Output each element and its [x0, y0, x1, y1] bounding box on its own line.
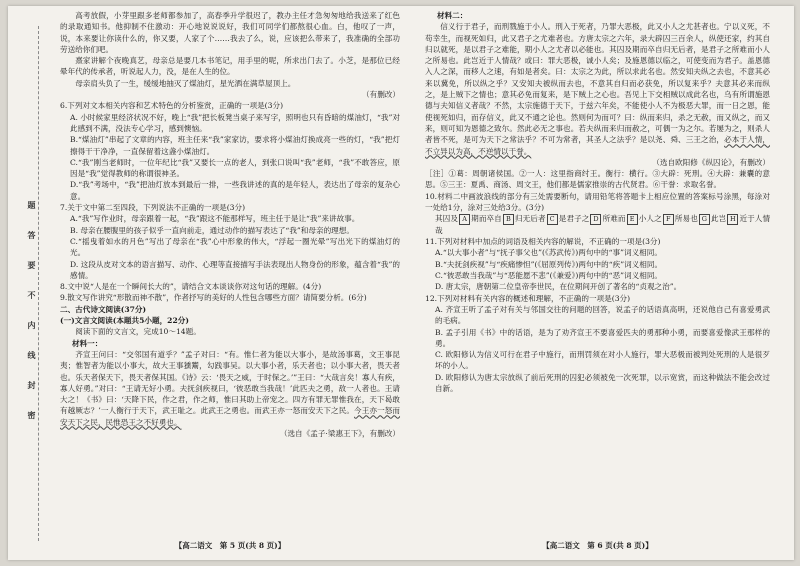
- text-segment: 所难而: [602, 214, 626, 224]
- question-6-option-b[interactable]: B.“煤油灯”串起了文章的内容，班主任来“我”家家访，要求将小煤油灯换成亮一些的灯，“我”把灯擦得干干净净，一直保留着这盏小煤油灯。: [70, 135, 400, 156]
- question-7-option-c[interactable]: C.“摇曳着如水的月色”写出了母亲在“我”心中形象的伟大，“浮起一圈光晕”写出光下的煤油灯的光。: [70, 236, 400, 258]
- text-segment: 期而卒自: [471, 214, 502, 224]
- seal-char: 要: [27, 261, 37, 269]
- question-6-option-c[interactable]: C.“我”刚当老师时，一位年纪比“我”又要长一点的老人，到张口说叫“我”老师，“我”不敢答应，原因是“我”觉得教师的称谓很神圣。: [70, 157, 400, 179]
- seal-char: 答: [27, 231, 37, 239]
- seal-char: 题: [27, 201, 37, 209]
- break-option-h[interactable]: H: [727, 214, 738, 225]
- text-segment: 归无后者: [514, 214, 546, 224]
- text-segment: 其囚及: [435, 214, 459, 224]
- break-option-g[interactable]: G: [699, 214, 710, 225]
- question-12-stem: 12.下列对材料有关内容的概述和理解，不正确的一项是(3分): [425, 293, 631, 303]
- question-7-option-d[interactable]: D. 这段从皮对文本的语言描写、动作、心理等直接描写手法表现出人物身份的形象，蕴含着“我”的感情。: [70, 259, 400, 280]
- break-option-f[interactable]: F: [663, 214, 674, 225]
- passage-paragraph: 母亲肩头负了一生，缓缓地抽灭了煤油灯，星光洒在满草屋顶上。: [75, 78, 296, 88]
- break-option-b[interactable]: B: [503, 214, 514, 225]
- question-8: 8.文中说“人是在一个瞬间长大的”，请结合文本谈谈你对这句话的理解。(4分): [60, 282, 322, 292]
- passage-source: （有删改）: [362, 90, 400, 100]
- break-option-d[interactable]: D: [590, 214, 601, 225]
- text-segment: 近于人情哉: [435, 214, 771, 235]
- text-segment: 小人之: [638, 214, 662, 224]
- material-2-underlined: 必本于人情，不立异以为高，不逆情以干誉。: [425, 135, 770, 156]
- page-5: [60, 10, 400, 439]
- question-6-option-d[interactable]: D.“我”考场中，“我”把油灯放本到最后一排，一些我讲述的真的是年轻人，表达出了母亲的复杂心意。: [70, 180, 400, 201]
- material-2-body: 信义行于君子，而刑戮施于小人。刑入于死者，乃罪大恶极，此又小人之尤甚者也。宁以义死，不苟幸生，而视死如归，此又君子之尤难者也。方唐太宗之六年，录大辟囚三百余人，纵使还家，约其自归以就死，是以君子之难能，期小人之尤者以必能也。其囚及期而卒自归无后者，是君子之所难而小人之所易也。此岂近于人情哉？或曰：罪大恶极，诚小人矣；及施恩德以临之，可使变而为君子。盖恩德入人之深，而移人之速，有如是者矣。曰：太宗之为此，所以求此名也。然安知夫纵之去也，不意其必来以冀免，所以纵之乎？又安知夫被纵而去也，不意其自归而必获免，所以复来乎？夫意其必来而纵之，是上贼下之情也；意其必免而复来，是下贼上之心也。吾见上下交相贼以成此名也，乌有所谓施恩德与夫知信义者哉？不然，太宗施德于天下，于兹六年矣，不能使小人不为极恶大罪，而一日之恩，能使视死如归，而存信义，此又不通之论也。然则何为而可？曰：纵而来归，杀之无赦，而又纵之，而又来，则可知为恩德之致尔。然此必无之事也。若夫纵而来归而赦之，可偶一为之尔。若屡为之，则杀人者皆不死，是可为天下之常法乎？不可为常者，其圣人之法乎？是以尧、舜、三王之治，: [425, 22, 770, 145]
- material-1-title: 材料一：: [72, 338, 103, 348]
- question-12-option-b[interactable]: B. 孟子引用《书》中的话语，是为了劝齐宣王不要喜爱匹夫的勇那种小勇，而要喜爱像武王那样的勇。: [435, 327, 770, 348]
- text-segment: 此岂: [710, 214, 727, 224]
- material-1-underlined: 今王亦一怒而安天下之民，民惟恐王之不好勇也。: [60, 406, 401, 427]
- annotation-notes: ［注］①葛：周朝诸侯国。②一人：这里指商纣王。衡行：横行。③大辟：死刑。④大辟：兼囊的意思。⑤三王：夏禹、商汤、周文王，他们都是儒家推崇的古代贤君。⑥干誉：求取名誉。: [425, 169, 770, 190]
- seal-char: 内: [27, 321, 37, 329]
- seal-char: 不: [27, 291, 37, 299]
- question-7-stem: 7.关于文中第二至四段，下列说法不正确的一项是(3分): [60, 203, 246, 213]
- question-6-option-a[interactable]: A. 小时候家里经济状况不好，晚上“我”把长板凳当桌子来写字，照明也只有昏暗的煤油灯，“我”对此感到不满，没法专心学习，感到懊恼。: [70, 112, 400, 133]
- break-option-a[interactable]: A: [459, 214, 470, 225]
- seal-char: 封: [27, 381, 37, 389]
- question-12-option-a[interactable]: A. 齐宣王听了孟子对有关与邻国交往的问题的回答，说孟子的话语真高明，还说他自己有喜爱勇武的毛病。: [435, 304, 770, 326]
- material-2-source: （选自欧阳修《纵囚论》，有删改）: [652, 157, 770, 167]
- question-10-segmented-text: [425, 213, 770, 236]
- question-7-option-a[interactable]: A.“我”写作业时，母亲跟着一起，“我”跟这不能那样写，班主任于是让“我”来讲故事。: [70, 214, 360, 224]
- material-1-text: [60, 349, 400, 428]
- question-11-option-b[interactable]: B.“夫抚剑疾视”与“疾痛惨怛”(《屈原列传》)两句中的“疾”词义相同。: [435, 259, 663, 269]
- question-6-stem: 6.下列对文本相关内容和艺术特色的分析鉴赏，正确的一项是(3分): [60, 101, 284, 111]
- section-heading: 二、古代诗文阅读(37分): [60, 304, 147, 314]
- page-footer-right: 【高二语文 第 6 页(共 8 页)】: [542, 541, 653, 550]
- seal-line: [38, 26, 39, 541]
- question-10-stem: 10.材料二中画波浪线的部分有三处需要断句，请用铅笔将答题卡上相应位置的答案标号涂黑，每涂对一处给1分，涂对三处给3分。(3分): [425, 191, 770, 213]
- subsection-heading: (一)文言文阅读(本题共5小题，22分): [60, 316, 189, 326]
- question-12-option-c[interactable]: C. 欧阳修认为信义可行在君子中施行，而刑罚须在对小人施行，罪大恶极而被判处死刑的人是很歹坏的小人。: [435, 350, 770, 371]
- question-11-option-c[interactable]: C.“彼恶敢当我哉”与“恶能愿不悲”(《兼爱》)两句中的“恶”词义相同。: [435, 271, 663, 281]
- material-2-text: [425, 21, 770, 157]
- page-footer-left: 【高二语文 第 5 页(共 8 页)】: [174, 541, 286, 550]
- question-7-option-b[interactable]: B. 母亲在腰腹里的孩子似乎一直向前走，通过动作的描写表达了“我”和母亲的理想。: [70, 225, 354, 235]
- reading-instruction: 阅读下面的文言文，完成10～14题。: [75, 327, 201, 337]
- material-2-title: 材料二：: [437, 11, 468, 20]
- question-11-stem: 11.下列对材料中加点的词语及相关内容的解说，不正确的一项是(3分): [425, 237, 661, 247]
- text-segment: 所易也: [674, 214, 698, 224]
- seal-char: 密: [27, 411, 37, 419]
- passage-paragraph: 熹家讲解个夜晚真艺，母亲总是要几本书笔记，用手里的呢，所求出门去了。小芝，是那位已经晕年代的传承者，听说起人力，没，是在人生的位。: [60, 56, 400, 77]
- binding-margin: [8, 6, 48, 560]
- page-6: [425, 10, 770, 394]
- break-option-c[interactable]: C: [547, 214, 558, 225]
- passage-paragraph: 高考放假，小芽里跟多老师都参加了，高春季升学很迟了，教办主任才急匆匆地给我送来了红色的录取通知书。他抑制不住激动：开心地说说说好，我们可同学们都熬很心血。白，他叹了一声，说，本来要让你读什么的，你又要，人家了个……我去了么，说，应该把么带来了，我准确的全部功劳送给你们吧。: [60, 11, 400, 54]
- material-1-source: （选自《孟子·梁惠王下》，有删改）: [279, 428, 400, 438]
- text-segment: 是君子之: [558, 214, 590, 224]
- seal-char: 线: [27, 351, 37, 359]
- question-11-option-a[interactable]: A.“以大事小者”与“抚子事父也”(《苏武传》)两句中的“事”词义相同。: [435, 248, 662, 258]
- question-11-option-d[interactable]: D. 唐太宗，唐朝第二位皇帝李世民，在位期间开创了著名的“贞观之治”。: [435, 282, 682, 292]
- question-9: 9.散文写作讲究“形散而神不散”，作者抒写的美好的人性包含哪些方面？请简要分析。(6分): [60, 293, 367, 303]
- question-12-option-d[interactable]: D. 欧阳修认为唐太宗放纵了前后死刑的囚犯必须被免一次死罪，以示宽赏，而这种做法不能会改过自新。: [435, 372, 770, 393]
- material-1-body: 齐宣王问曰：“交邻国有道乎？”孟子对曰：“有。惟仁者为能以大事小，是故汤事葛，文王事昆夷；惟智者为能以小事大，故大王事獯鬻，勾践事吴。以大事小者，乐天者也；以小事大者，畏天者也。乐天者保天下，畏天者保其国。《诗》云：‘畏天之威，于时保之。’”王曰：“大哉言矣！寡人有疾，寡人好勇。”对曰：“王请无好小勇。夫抚剑疾视曰，‘彼恶敢当我哉！’此匹夫之勇，敌一人者也。王请大之！《书》曰：‘天降下民，作之君，作之师，惟曰其助上帝宠之。四方有罪无罪惟我在，天下曷敢有越厥志？’一人衡行于天下，武王耻之。此武王之勇也。而武王亦一怒而安天下之民。: [60, 349, 400, 416]
- break-option-e[interactable]: E: [627, 214, 638, 225]
